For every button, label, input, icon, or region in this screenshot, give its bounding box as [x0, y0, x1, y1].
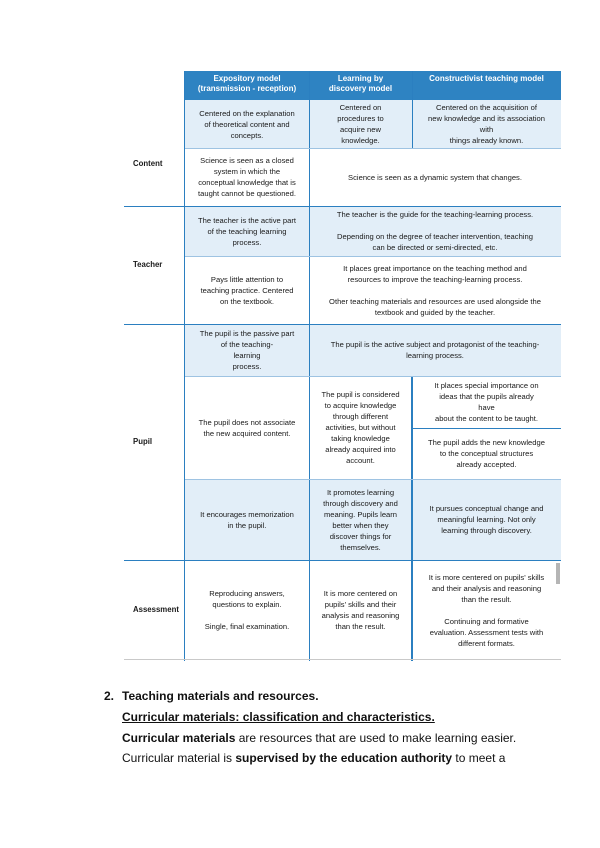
cell-line: meaning. Pupils learn [323, 509, 398, 519]
grid-line [184, 71, 185, 661]
cell-line: taking knowledge [331, 434, 390, 443]
cell-line: textbook and guided by the teacher. [374, 307, 496, 317]
grid-line [309, 71, 310, 661]
header-expository [185, 71, 309, 100]
content-constructivist-focus [412, 100, 561, 148]
row-label-pupil: Pupil [124, 324, 185, 560]
cell-line: It is more centered on [323, 589, 398, 598]
content-expository-science [185, 148, 309, 206]
cell-line: The pupil is the active subject and protagonist of the teaching- [330, 340, 540, 349]
cell-line: to acquire knowledge [324, 401, 397, 410]
cell-line: conceptual knowledge that is [198, 178, 296, 187]
cell-line: analysis and reasoning [321, 611, 400, 620]
grid-line [412, 71, 413, 148]
cell-line: Centered on [339, 103, 382, 112]
cell-line: The teacher is the guide for the teaching-learning process. [336, 210, 534, 219]
cell-line: in the pupil. [227, 520, 267, 530]
cell-line: questions to explain. [212, 600, 282, 609]
cell-line: It is more centered on pupils' skills [428, 572, 545, 582]
cell-line: process. [232, 362, 262, 371]
cell-line: learning [233, 351, 261, 360]
grid-line [185, 256, 561, 257]
assessment-constructivist [412, 560, 561, 660]
pupil-discovery-learning [309, 479, 412, 560]
cell-line: It places special importance on [434, 381, 539, 390]
cell-line: Reproducing answers, [209, 589, 285, 598]
pupil-discovery-acquire [309, 376, 412, 479]
header-discovery [309, 71, 412, 100]
teacher-method [309, 256, 561, 324]
content-expository-focus [185, 100, 309, 148]
cell-line: Expository model [213, 74, 281, 83]
cell-line: already acquired into [325, 445, 396, 454]
cell-line: It encourages memorization [200, 509, 294, 519]
cell-line: through discovery and [323, 498, 398, 508]
cell-line: meaningful learning. Not only [437, 515, 536, 524]
cell-line: than the result. [335, 622, 386, 631]
cell-line: It promotes learning [326, 487, 395, 497]
cell-line: It places great importance on the teaching method and [343, 263, 527, 273]
cell-line: different formats. [458, 638, 515, 648]
table-bottom-rule [124, 659, 561, 660]
grid-line [412, 428, 561, 429]
cell-line: teaching practice. Centered [200, 285, 294, 295]
cell-line: Learning by [337, 74, 384, 83]
cell-line [434, 220, 436, 231]
grid-line [124, 206, 561, 207]
scrollbar-thumb[interactable] [556, 563, 560, 584]
cell-line: than the result. [461, 594, 512, 604]
cell-line: Depending on the degree of teacher intervention, teaching [337, 232, 533, 241]
cell-line: process. [232, 237, 262, 247]
cell-line: resources to improve the teaching-learning process. [347, 274, 523, 284]
section-heading: Teaching materials and resources. [122, 689, 319, 703]
assessment-discovery [309, 560, 412, 660]
cell-line: on the textbook. [219, 296, 275, 306]
cell-line: things already known. [449, 136, 524, 145]
cell-line: system in which the [213, 167, 281, 176]
cell-line: Constructivist teaching model [429, 74, 544, 83]
paragraph-2: Curricular material is supervised by the education authority to meet a [122, 751, 506, 765]
cell-line: have [478, 403, 495, 412]
cell-line: Science is seen as a dynamic system that changes. [348, 172, 522, 182]
cell-line: The pupil is considered [321, 390, 400, 399]
cell-line: ideas that the pupils already [439, 392, 534, 401]
row-label-assessment: Assessment [124, 560, 185, 660]
cell-line: evaluation. Assessment tests with [429, 627, 544, 637]
paragraph-1: Curricular materials are resources that are used to make learning easier. [122, 731, 517, 745]
section-subheading: Curricular materials: classification and characteristics. [122, 710, 435, 724]
header-constructivist [412, 71, 561, 100]
content-science-dynamic [309, 148, 561, 206]
cell-line: already accepted. [456, 460, 517, 469]
cell-line: with [479, 125, 494, 134]
cell-line: discover things for [329, 531, 392, 541]
cell-line: taught cannot be questioned. [198, 189, 296, 198]
cell-line: (transmission - reception) [197, 84, 297, 93]
cell-line: Centered on the explanation [199, 108, 295, 118]
grid-line [124, 560, 561, 561]
pupil-expository-memory [185, 479, 309, 560]
cell-line: The teacher is the active part [198, 215, 296, 225]
cell-line: Science is seen as a closed [200, 156, 294, 165]
cell-line: activities, but without [325, 423, 396, 432]
cell-line: concepts. [230, 130, 264, 140]
cell-line: Continuing and formative [444, 616, 529, 626]
teacher-expository-role [185, 206, 309, 256]
cell-line: acquire new [340, 125, 381, 134]
teacher-guide [309, 206, 561, 256]
cell-line: account. [346, 456, 375, 465]
cell-line: procedures to [337, 114, 384, 123]
row-label-content: Content [124, 100, 185, 227]
cell-line: knowledge. [341, 136, 380, 145]
cell-line: of theoretical content and [204, 119, 290, 129]
cell-line: discovery model [328, 84, 393, 93]
cell-line: to the conceptual structures [439, 449, 534, 458]
teacher-expository-attention [185, 256, 309, 324]
comparison-table [124, 71, 561, 662]
pupil-active-subject [309, 324, 561, 376]
cell-line: the new acquired content. [203, 428, 291, 438]
cell-line: about the content to be taught. [434, 414, 539, 423]
cell-line: The pupil adds the new knowledge [428, 438, 545, 447]
pupil-expository-passive [185, 324, 309, 376]
grid-line [185, 479, 561, 480]
cell-line: Pays little attention to [210, 274, 284, 284]
cell-line: learning process. [406, 351, 464, 360]
cell-line: pupils' skills and their [324, 600, 397, 609]
cell-line: The pupil is the passive part [199, 329, 295, 338]
pupil-constructivist-change [412, 479, 561, 560]
cell-line: of the teaching- [220, 340, 274, 349]
cell-line: through different [332, 412, 389, 421]
row-label-teacher: Teacher [124, 206, 185, 324]
cell-line: Single, final examination. [204, 622, 290, 631]
grid-line [185, 148, 561, 149]
pupil-constructivist-ideas [412, 376, 561, 428]
cell-line: better when they [332, 520, 389, 530]
cell-line: themselves. [340, 542, 381, 552]
cell-line [246, 610, 248, 621]
cell-line [485, 605, 487, 616]
cell-line: Centered on the acquisition of [436, 103, 537, 112]
pupil-constructivist-adds [412, 428, 561, 479]
cell-line: new knowledge and its association [428, 114, 545, 123]
grid-line [124, 324, 561, 325]
grid-line [185, 376, 561, 377]
pupil-expository-assoc [185, 376, 309, 479]
cell-line: Other teaching materials and resources are used alongside the [329, 296, 541, 306]
cell-line: The pupil does not associate [198, 417, 296, 427]
section-number: 2. [104, 689, 115, 703]
assessment-expository [185, 560, 309, 660]
cell-line: of the teaching learning [207, 226, 287, 236]
cell-line: can be directed or semi-directed, etc. [372, 243, 498, 252]
cell-line: learning through discovery. [441, 526, 532, 535]
cell-line [434, 285, 436, 296]
cell-line: It pursues conceptual change and [429, 504, 544, 513]
grid-line [411, 376, 413, 661]
content-discovery-focus [309, 100, 412, 148]
cell-line: and their analysis and reasoning [431, 583, 542, 593]
